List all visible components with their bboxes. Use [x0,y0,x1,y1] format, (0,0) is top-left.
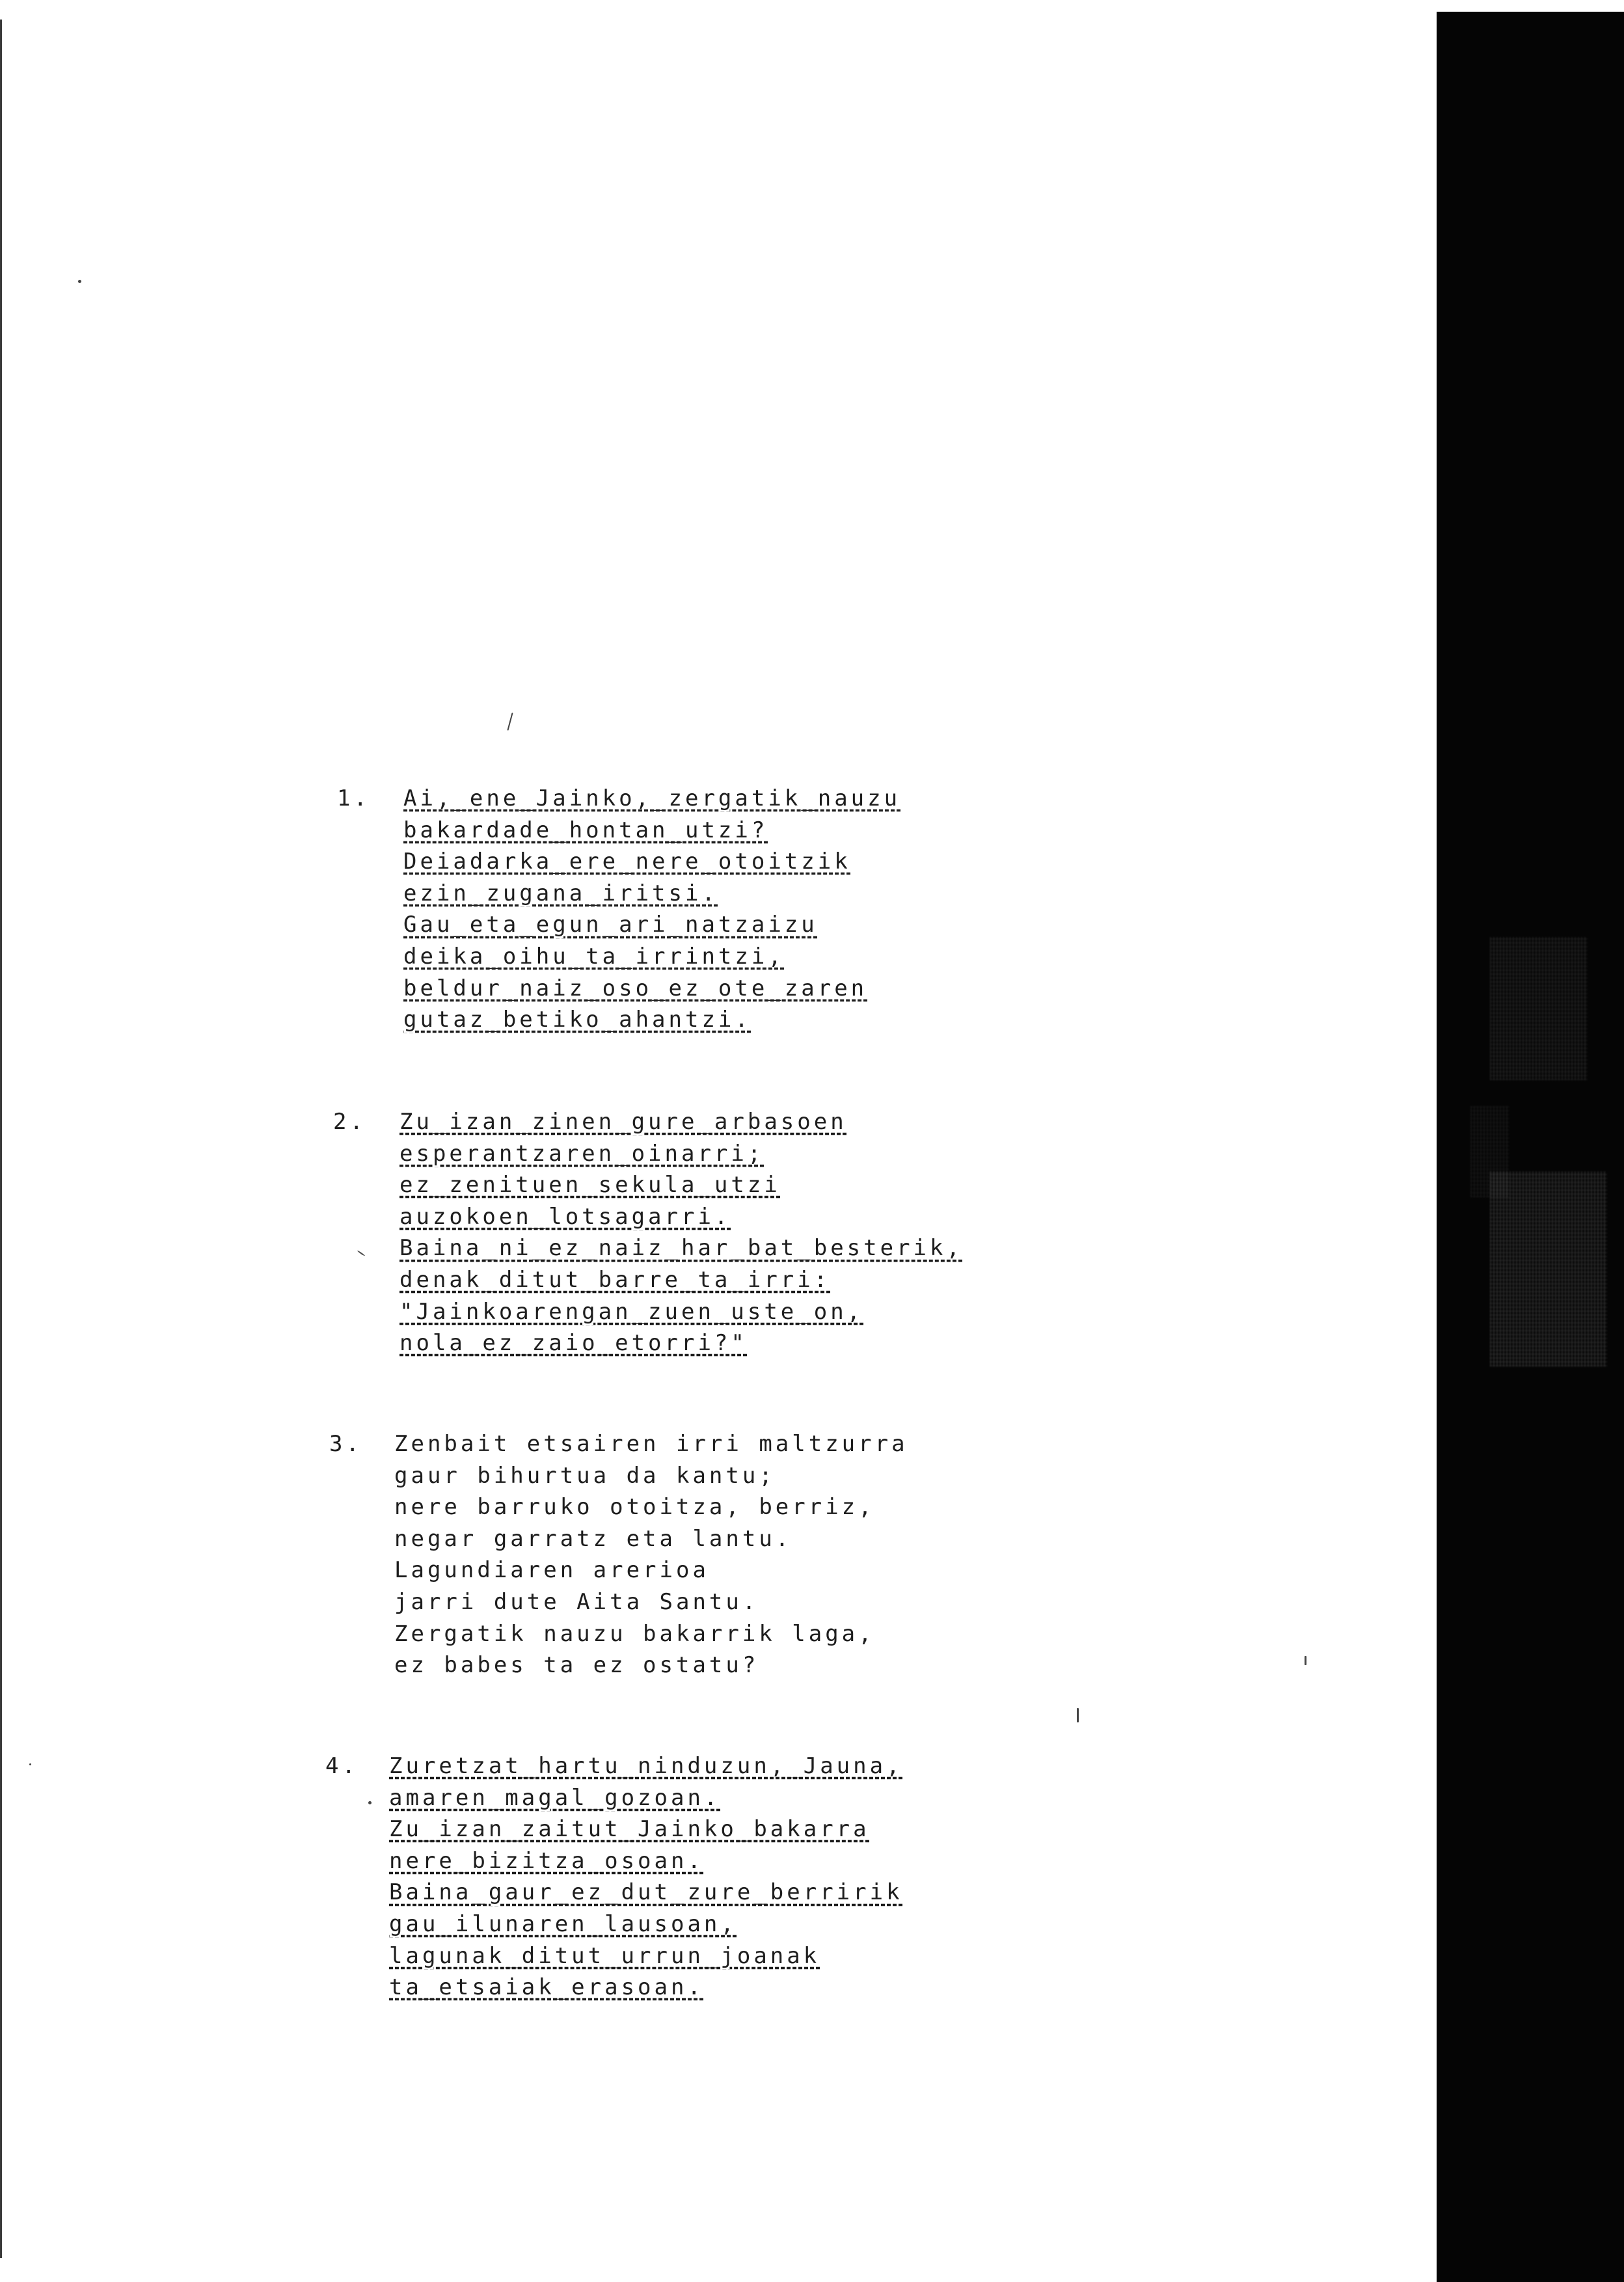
stanza-lines [389,1750,903,2004]
verse-line: auzokoen_lotsagarri. [399,1203,731,1230]
verse-line: amaren_magal_gozoan. [389,1784,721,1811]
verse-line: Zergatik nauzu bakarrik laga, [394,1620,875,1647]
verse-line: Zu_izan_zaitut_Jainko_bakarra [389,1816,870,1843]
verse-line: esperantzaren_oinarri; [399,1140,765,1167]
verse-line: Baina_gaur_ez_dut_zure_berririk [389,1879,903,1906]
verse-line: "Jainkoarengan_zuen_uste_on, [399,1298,864,1325]
verse-line: deika_oihu_ta_irrintzi, [403,943,785,970]
verse-line: gaur bihurtua da kantu; [394,1462,776,1489]
scan-noise [1490,1171,1607,1366]
scanner-dark-margin [1437,12,1624,2282]
verse-line: negar garratz eta lantu. [394,1525,792,1552]
verse-line: lagunak_ditut_urrun_joanak [389,1942,820,1969]
verse-line: bakardade_hontan_utzi? [403,817,768,843]
scan-speck [1305,1656,1306,1665]
scan-speck [29,1763,31,1765]
verse-line: gutaz_betiko_ahantzi. [403,1007,751,1033]
verse-line: Baina_ni_ez_naiz_har_bat_besterik, [399,1235,963,1262]
verse-line: nere_bizitza_osoan. [389,1847,704,1874]
verse-line: denak_ditut_barre_ta_irri: [399,1266,831,1293]
verse-line: ezin_zugana_iritsi. [403,880,718,906]
verse-line: gau_ilunaren_lausoan, [389,1910,737,1937]
stanza-number: 2. [333,1109,366,1135]
verse-line: ez_zenituen_sekula_utzi [399,1172,781,1199]
stanza-number: 1. [337,785,370,811]
verse-line: beldur_naiz_oso_ez_ote_zaren [403,975,868,1001]
scan-speck [78,280,81,283]
stanza-number: 4. [325,1753,359,1779]
scan-speck [368,1801,372,1804]
verse-line: Zu_izan_zinen_gure_arbasoen [399,1109,847,1135]
stanza-lines [394,1428,908,1681]
scan-noise [1490,937,1588,1080]
stanza-number: 3. [329,1431,362,1457]
scan-noise [1470,1106,1509,1197]
verse-line: Deiadarka_ere_nere_otoitzik [403,849,851,875]
verse-line: Lagundiaren arerioa [394,1557,709,1584]
scanner-top-gap [1437,0,1624,12]
stanza-lines [399,1106,963,1359]
verse-line: ta_etsaiak_erasoan. [389,1974,704,2001]
scan-speck [1077,1708,1079,1722]
verse-line: Zenbait etsairen irri maltzurra [394,1431,908,1457]
scan-speck [507,713,513,731]
verse-line: Ai,_ene_Jainko,_zergatik_nauzu [403,785,901,811]
verse-line: Zuretzat_hartu_ninduzun,_Jauna, [389,1753,903,1779]
verse-line: nola_ez_zaio_etorri?" [399,1330,748,1357]
verse-line: nere barruko otoitza, berriz, [394,1494,875,1521]
verse-line: Gau_eta_egun_ari_natzaizu [403,912,818,938]
verse-line: ez babes ta ez ostatu? [394,1652,759,1679]
stanza-lines [403,783,900,1036]
scan-speck [357,1250,366,1256]
left-page-edge [0,20,2,2258]
verse-line: jarri dute Aita Santu. [394,1588,759,1615]
